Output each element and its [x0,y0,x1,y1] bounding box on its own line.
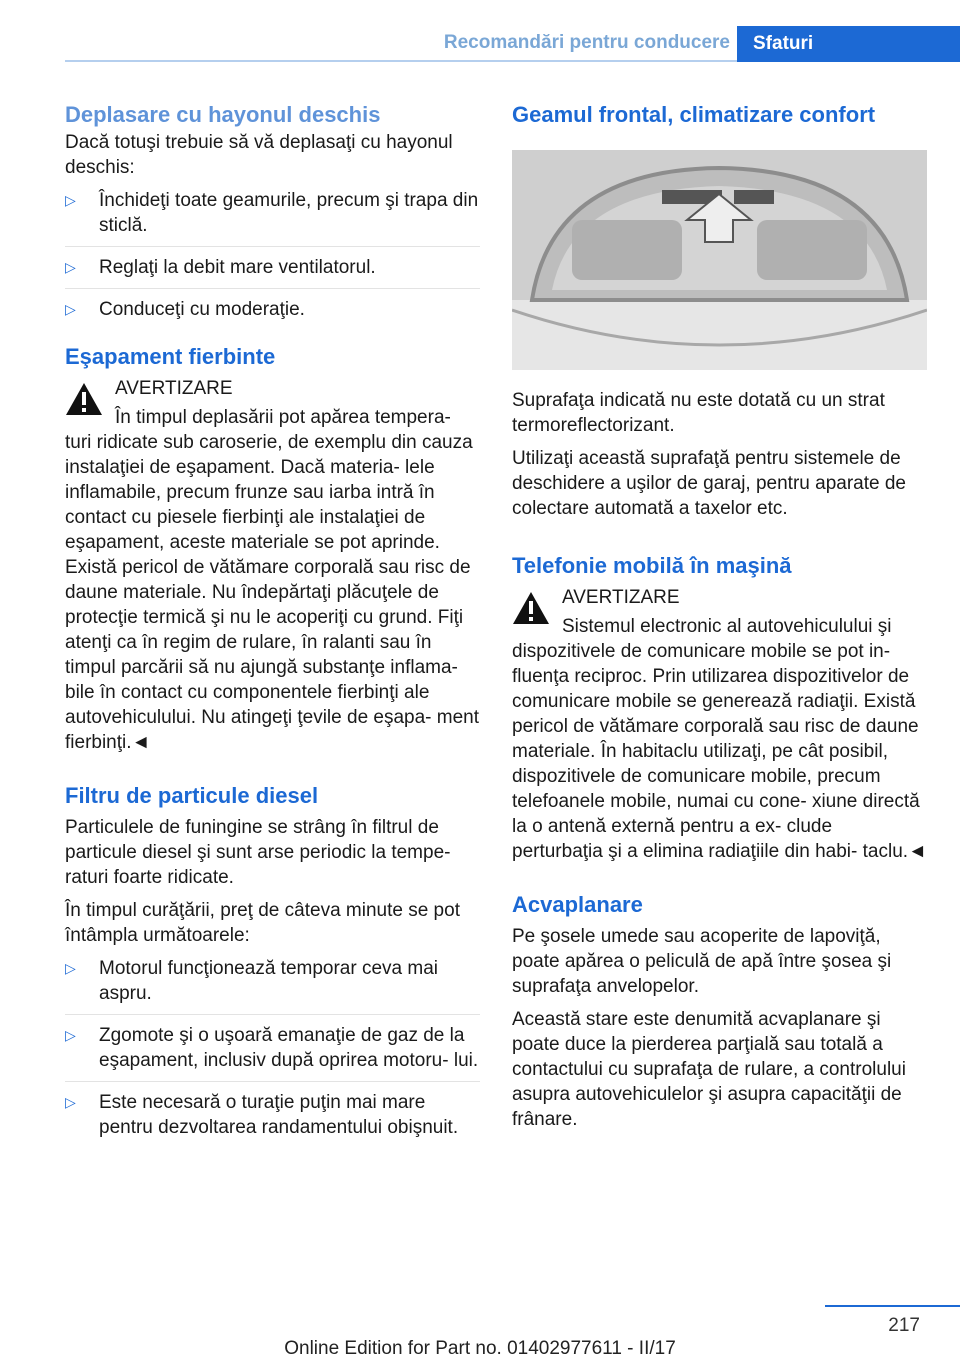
paragraph-hayon: Dacă totuşi trebuie să vă deplasaţi cu hayonul deschis: [65,132,453,178]
triangle-right-icon: ▷ [65,1094,76,1110]
footer-rule [825,1305,960,1307]
left-column [65,100,480,1156]
list-item: ▷ Este necesară o turaţie puţin mai mare pentru dezvoltarea randamentului obişnuit. [65,1092,459,1138]
triangle-right-icon: ▷ [65,301,76,317]
header-section-title: Recomandări pentru conducere [443,32,730,53]
triangle-right-icon: ▷ [65,1027,76,1043]
triangle-right-icon: ▷ [65,192,76,208]
heading-esapament: Eşapament fierbinte [65,344,276,369]
windshield-figure [512,150,927,370]
list-item: ▷ Zgomote şi o uşoară emanaţie de gaz de la eşapament, inclusiv după oprirea motoru- lui. [65,1023,480,1082]
paragraph-acva-1: Pe şosele umede sau acoperite de lapoviţă, poate apărea o peliculă de apă între şosea şi suprafaţa anvelopelor. [512,926,892,997]
list-filtru [65,956,480,1148]
paragraph-filtru-2: În timpul curăţării, preţ de câteva minute se pot întâmpla următoarele: [65,900,460,946]
warning-label: AVERTIZARE [115,378,233,399]
triangle-right-icon: ▷ [65,960,76,976]
paragraph-filtru-1: Particulele de funingine se strâng în filtrul de particule diesel şi sunt arse periodic la tempe- raturi foarte ridicate. [65,817,451,888]
heading-hayon: Deplasare cu hayonul deschis [65,102,381,127]
header-chapter-tab: Sfaturi [737,26,960,62]
warning-triangle-icon [65,382,103,416]
list-item: ▷ Închideţi toate geamurile, precum şi trapa din sticlă. [65,188,480,247]
paragraph-acva-2: Această stare este denumită acvaplanare şi poate duce la pierderea parţială sau totală a contactului cu suprafaţa de rulare, a controlului asupra autovehiculelor şi asupra capacităţii de frânare. [512,1009,906,1130]
warning-text-first: În timpul deplasării pot apărea tempera- [115,407,451,428]
paragraph-geamul-2: Utilizaţi această suprafaţă pentru sistemele de deschidere a uşilor de garaj, pentru aparate de colectare automată a taxelor etc. [512,448,906,519]
heading-telefonie: Telefonie mobilă în maşină [512,553,792,578]
warning-triangle-icon [512,591,550,625]
triangle-right-icon: ▷ [65,259,76,275]
list-hayon [65,188,480,330]
heading-geamul: Geamul frontal, climatizare confort [512,102,876,127]
header-rule [65,60,737,62]
warning-text: turi ridicate sub caroserie, de exemplu din cauza instalaţiei de eşapament. Dacă materia- lele inflamabile, precum frunze sau iarba intră în contact cu piesele fierbinţi ale instalaţiei de eşapament, aceste materiale se pot aprinde. Există pericol de vătămare corporală sau risc de daune materiale. Nu îndepărtaţi plăcuţele de protecţie termică şi nu le acoperiţi cu grund. Fiţi atenţi ca în regim de rulare, în ralanti sau în timpul parcării să nu ajungă substanţe inflama- bile în contact cu componentele fierbinţi ale autovehiculului. Nu atingeţi ţevile de eşapa- ment fierbinţi.◄ [65,432,480,753]
list-item: ▷ Reglaţi la debit mare ventilatorul. [65,255,480,289]
warning-block [512,585,927,864]
heading-filtru: Filtru de particule diesel [65,783,319,808]
warning-label: AVERTIZARE [562,587,680,608]
edition-footer: Online Edition for Part no. 01402977611 - II/17 [284,1338,676,1359]
page-number: 217 [888,1315,920,1336]
paragraph-geamul-1: Suprafaţa indicată nu este dotată cu un strat termoreflectorizant. [512,390,885,436]
heading-acvaplanare: Acvaplanare [512,892,643,917]
warning-text: dispozitivele de comunicare mobile se pot in- fluenţa reciproc. Prin utilizarea dispozitivelor de comunicare mobile se generează radiaţii. Există pericol de vătămare corporală sau risc de daune materiale. În habitaclu utilizaţi, pe cât posibil, dispozitivele de comunicare mobile, precum telefoanele mobile, numai cu cone- xiune directă la o antenă externă pentru a ex- clude perturbaţia şi a elimina radiaţiile din habi- taclu.◄ [512,641,927,862]
warning-block [65,376,480,755]
warning-text-first: Sistemul electronic al autovehiculului şi [562,616,892,637]
list-item: ▷ Motorul funcţionează temporar ceva mai aspru. [65,956,480,1015]
right-column [512,100,927,1140]
list-item: ▷ Conduceţi cu moderaţie. [65,299,305,320]
